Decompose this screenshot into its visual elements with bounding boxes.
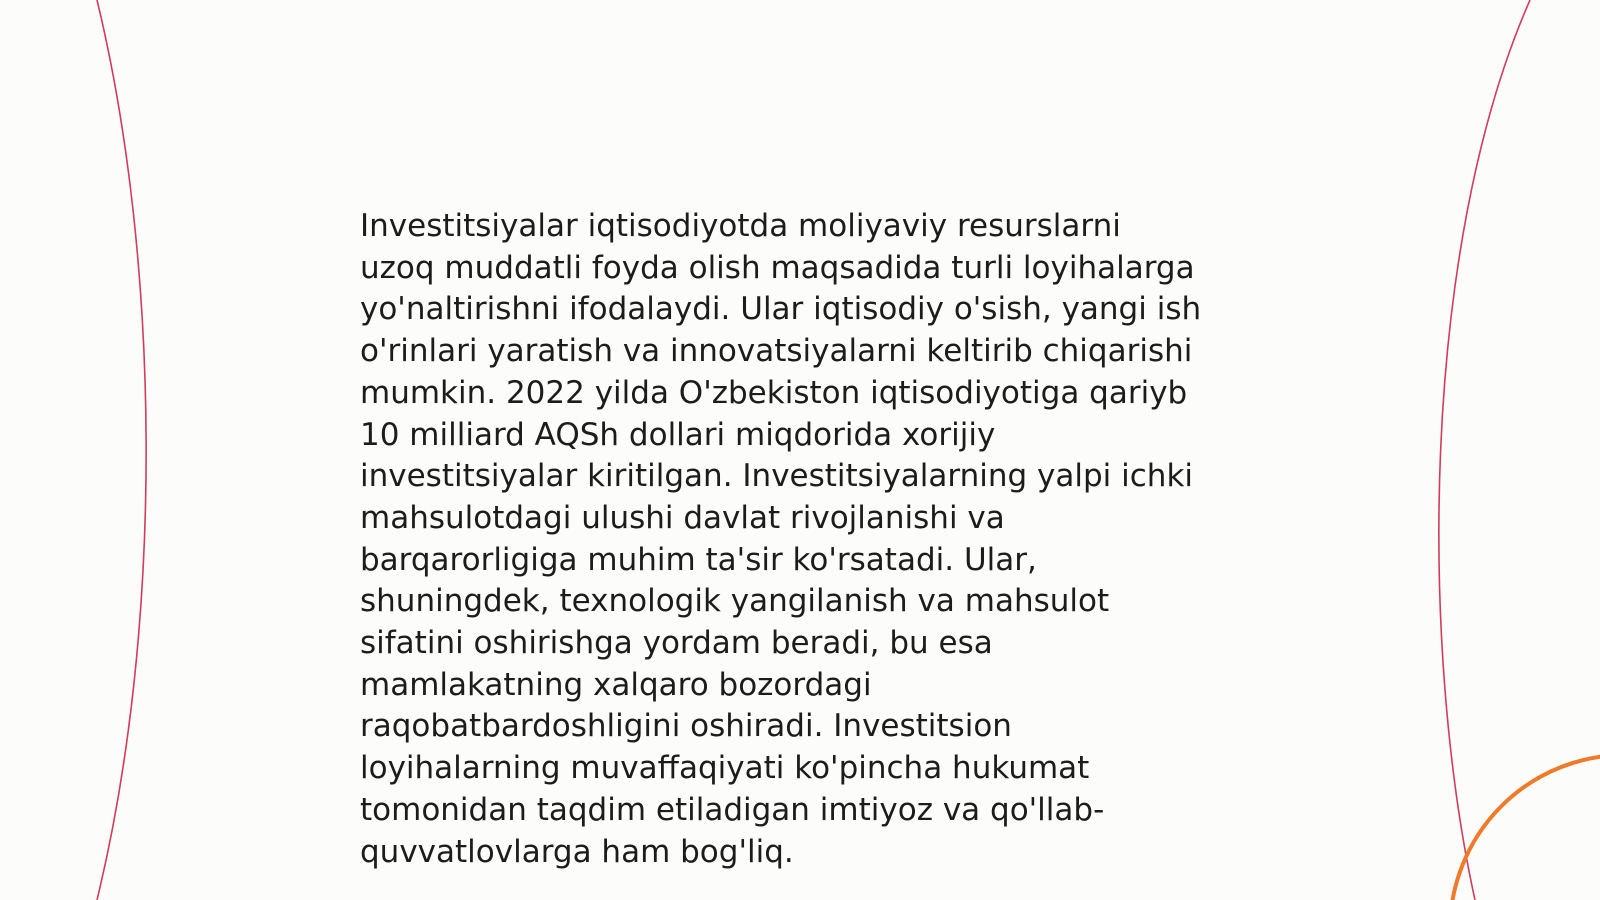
body-line: raqobatbardoshligini oshiradi. Investitsion <box>360 708 1012 745</box>
left-curve-line <box>97 0 146 900</box>
body-line: 10 milliard AQSh dollari miqdorida xorijiy <box>360 416 996 453</box>
body-line: quvvatlovlarga ham bog'liq. <box>360 833 794 870</box>
body-line: sifatini oshirishga yordam beradi, bu esa <box>360 625 993 662</box>
body-line: mahsulotdagi ulushi davlat rivojlanishi va <box>360 499 1005 536</box>
body-line: shuningdek, texnologik yangilanish va mahsulot <box>360 583 1110 620</box>
body-line: tomonidan taqdim etiladigan imtiyoz va qo'llab- <box>360 791 1105 828</box>
body-text <box>360 206 1240 873</box>
body-line: loyihalarning muvaffaqiyati ko'pincha hukumat <box>360 750 1090 787</box>
body-line: o'rinlari yaratish va innovatsiyalarni keltirib chiqarishi <box>360 333 1193 370</box>
body-line: yo'naltirishni ifodalaydi. Ular iqtisodiy o'sish, yangi ish <box>360 291 1202 328</box>
right-curve-line <box>1439 0 1530 900</box>
body-line: uzoq muddatli foyda olish maqsadida turli loyihalarga <box>360 249 1195 286</box>
body-line: investitsiyalar kiritilgan. Investitsiyalarning yalpi ichki <box>360 458 1194 495</box>
body-line: Investitsiyalar iqtisodiyotda moliyaviy resurslarni <box>360 208 1121 244</box>
body-line: barqarorligiga muhim ta'sir ko'rsatadi. Ular, <box>360 541 1037 578</box>
orange-arc <box>1450 755 1600 900</box>
body-line: mamlakatning xalqaro bozordagi <box>360 666 872 703</box>
body-line: mumkin. 2022 yilda O'zbekiston iqtisodiyotiga qariyb <box>360 374 1188 411</box>
